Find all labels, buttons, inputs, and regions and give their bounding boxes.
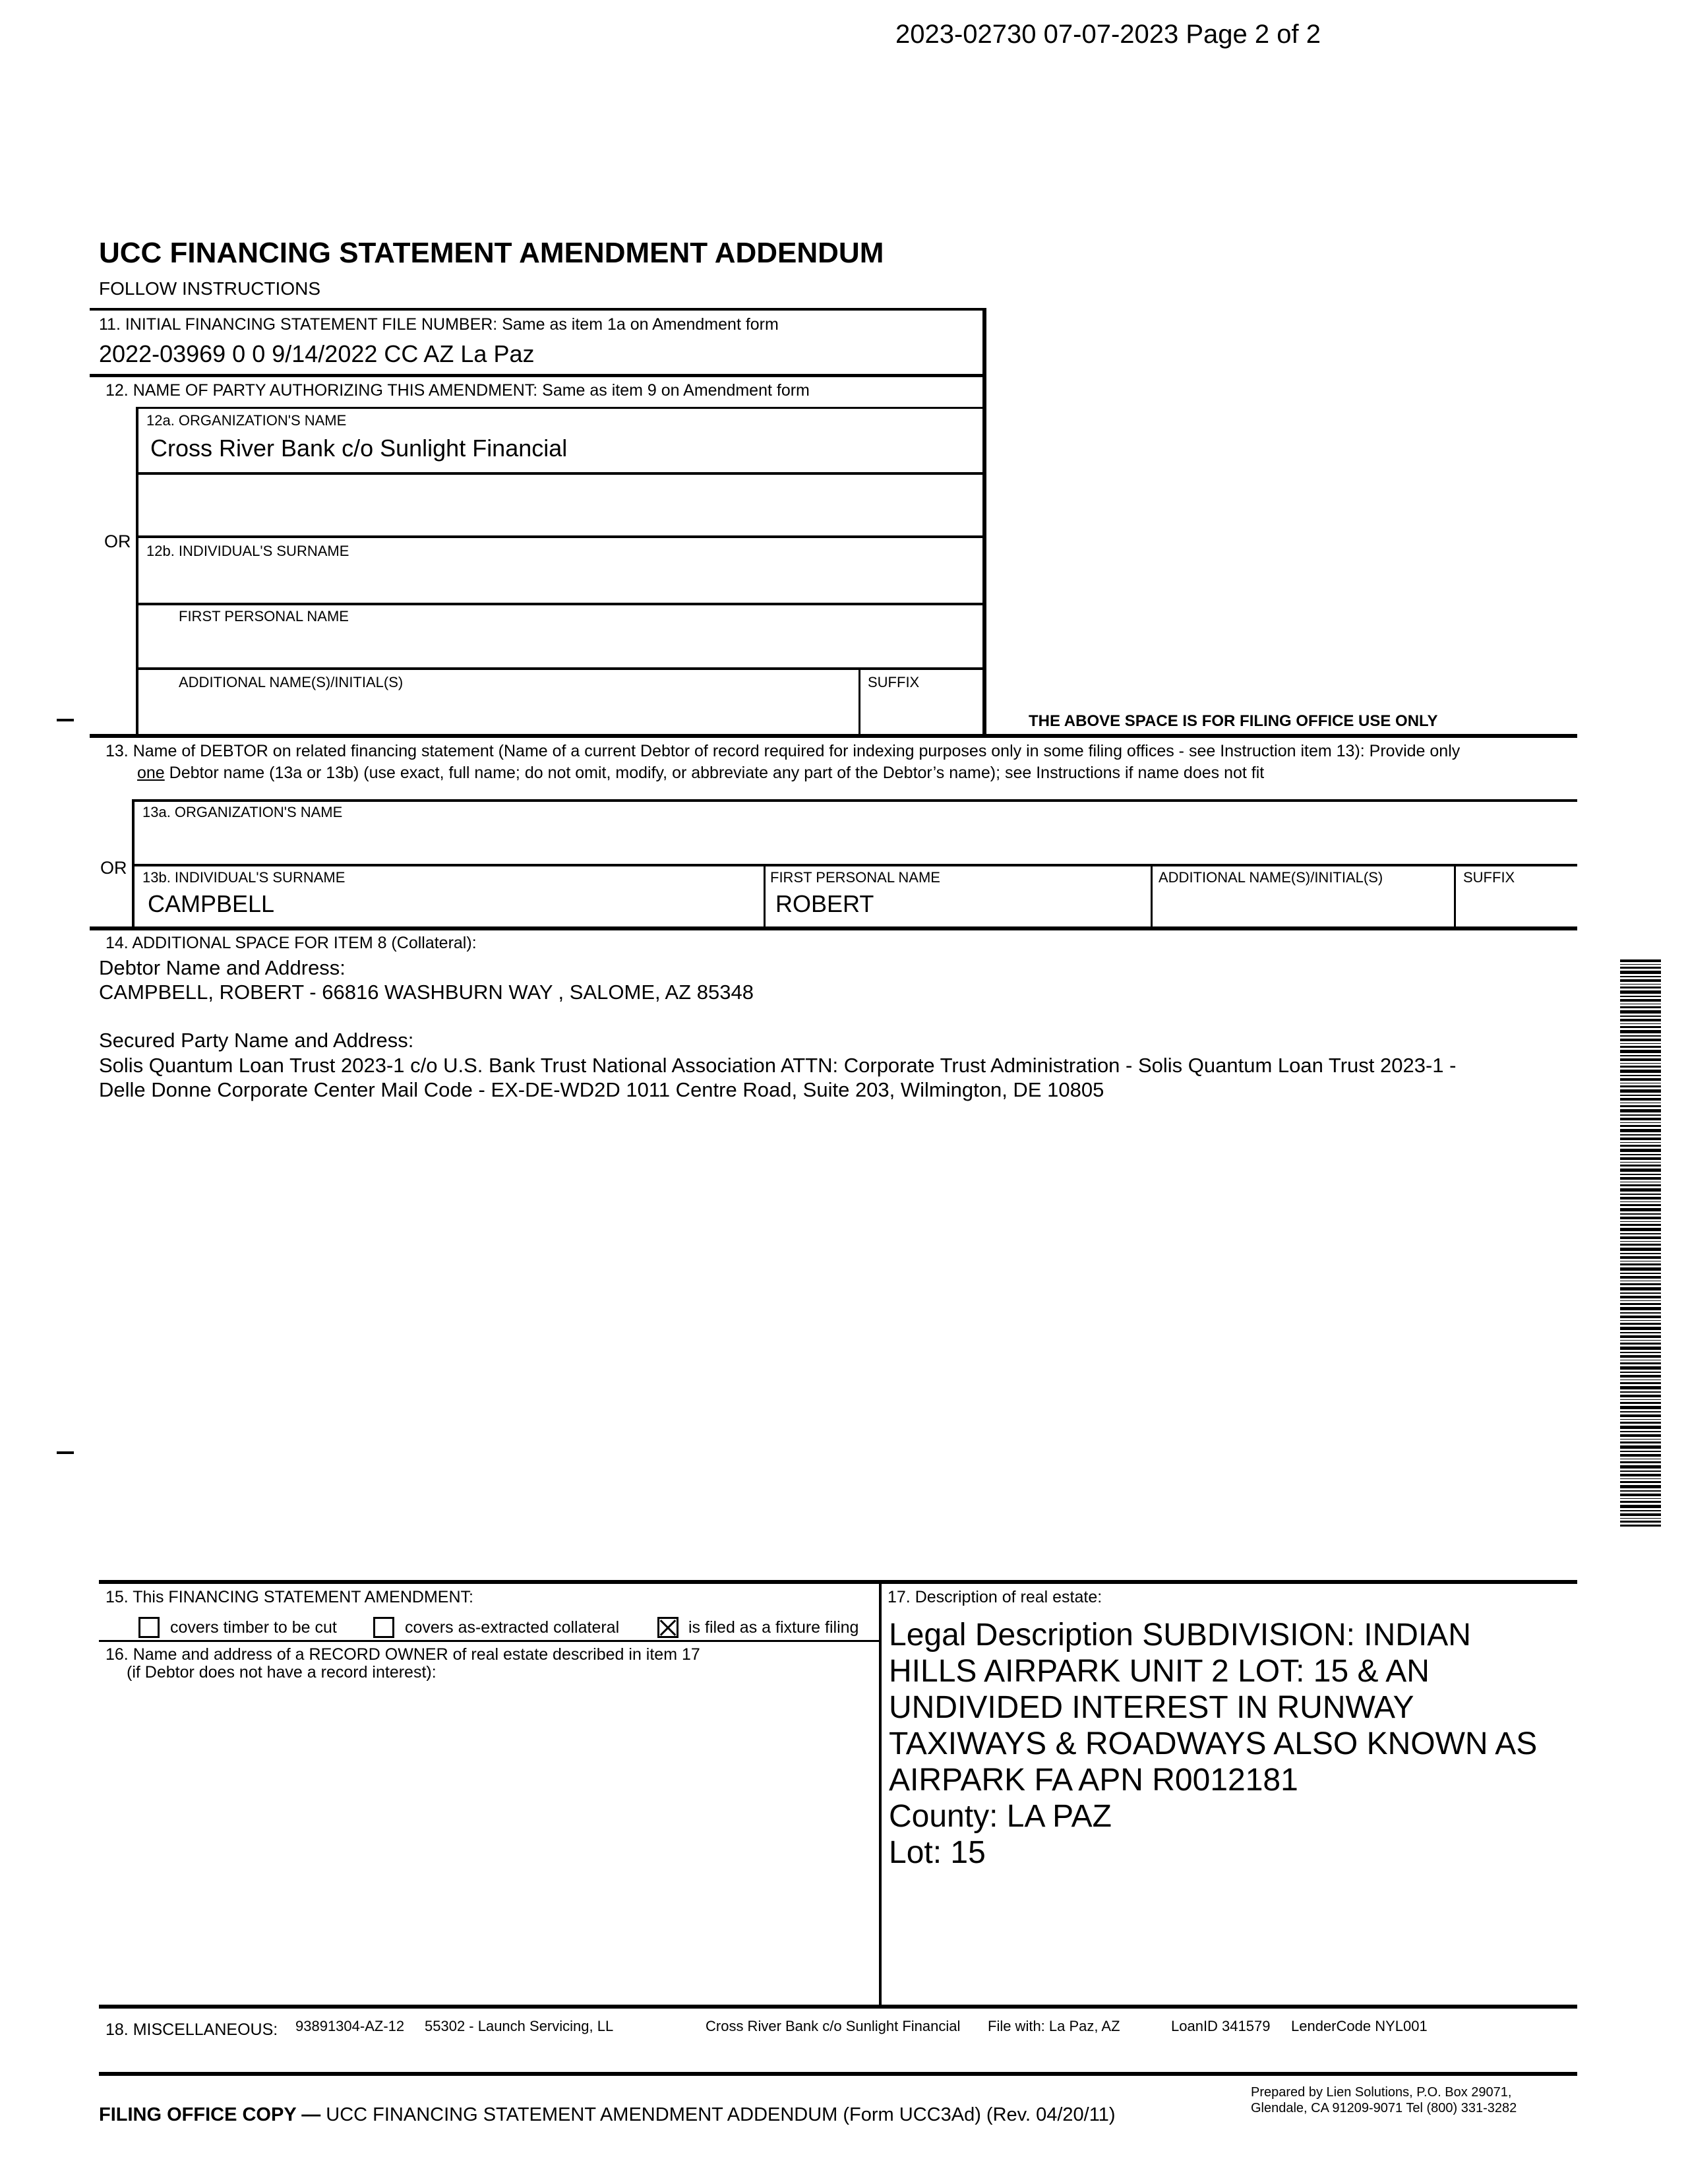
item17-label: 17. Description of real estate: xyxy=(888,1588,1102,1606)
form-title: UCC FINANCING STATEMENT AMENDMENT ADDENDUM xyxy=(99,237,884,269)
debtor-heading: Debtor Name and Address: xyxy=(99,956,346,979)
as-extracted-checkbox[interactable] xyxy=(373,1617,394,1638)
item12b-label: 12b. INDIVIDUAL'S SURNAME xyxy=(146,543,349,559)
secured-line2[interactable]: Delle Donne Corporate Center Mail Code - EX-DE-WD2D 1011 Centre Road, Suite 203, Wilmington, DE 10805 xyxy=(99,1078,1104,1101)
item13-top-line xyxy=(90,734,1577,738)
item12a-label: 12a. ORGANIZATION'S NAME xyxy=(146,412,347,429)
frame-right-line xyxy=(982,308,986,737)
footer-copy-rest: UCC FINANCING STATEMENT AMENDMENT ADDENDUM (Form UCC3Ad) (Rev. 04/20/11) xyxy=(320,2104,1116,2125)
item17-line-1[interactable]: Legal Description SUBDIVISION: INDIAN xyxy=(889,1618,1471,1653)
margin-tick-top xyxy=(57,719,74,721)
item12-first-bottom-line xyxy=(136,667,985,670)
item12-or: OR xyxy=(104,531,131,551)
item16-label-line2: (if Debtor does not have a record interest): xyxy=(127,1663,437,1682)
item13-first-label: FIRST PERSONAL NAME xyxy=(770,869,940,886)
item12-suffix-label: SUFFIX xyxy=(868,674,920,690)
item15-bottom-line xyxy=(99,1640,880,1642)
follow-instructions: FOLLOW INSTRUCTIONS xyxy=(99,278,321,299)
item17-line-5[interactable]: AIRPARK FA APN R0012181 xyxy=(889,1763,1298,1798)
item12-top-line xyxy=(136,407,985,409)
fixture-filing-checkbox-checked[interactable] xyxy=(657,1617,678,1638)
item17-line-6[interactable]: County: LA PAZ xyxy=(889,1799,1112,1834)
footer-form-line xyxy=(99,2106,1116,2125)
debtor-address[interactable]: CAMPBELL, ROBERT - 66816 WASHBURN WAY , SALOME, AZ 85348 xyxy=(99,981,754,1004)
item14-label: 14. ADDITIONAL SPACE FOR ITEM 8 (Collateral): xyxy=(106,934,477,952)
prepared-by-line2: Glendale, CA 91209-9071 Tel (800) 331-3282 xyxy=(1251,2101,1517,2115)
item13-label-line2 xyxy=(137,765,1264,781)
secured-line1[interactable]: Solis Quantum Loan Trust 2023-1 c/o U.S. Bank Trust National Association ATTN: Corporate Trust Administration - Solis Quantum Loan Trust 2023-1 - xyxy=(99,1054,1457,1077)
misc-lender-code[interactable]: LenderCode NYL001 xyxy=(1291,2018,1428,2034)
item11-value[interactable]: 2022-03969 0 0 9/14/2022 CC AZ La Paz xyxy=(99,340,535,367)
barcode-image xyxy=(1620,959,1661,1527)
item17-line-4[interactable]: TAXIWAYS & ROADWAYS ALSO KNOWN AS xyxy=(889,1726,1538,1761)
timber-checkbox[interactable] xyxy=(138,1617,160,1638)
item12-label: 12. NAME OF PARTY AUTHORIZING THIS AMENDMENT: Same as item 9 on Amendment form xyxy=(106,381,810,400)
footer-top-line xyxy=(99,2072,1577,2076)
item13b-surname-value[interactable]: CAMPBELL xyxy=(148,890,275,917)
item13-col-divider-1 xyxy=(764,865,766,930)
footer-copy-bold: FILING OFFICE COPY — xyxy=(99,2104,321,2125)
item11-label: 11. INITIAL FINANCING STATEMENT FILE NUMBER: Same as item 1a on Amendment form xyxy=(99,315,779,334)
header-stamp: 2023-02730 07-07-2023 Page 2 of 2 xyxy=(895,20,1321,49)
item17-line-2[interactable]: HILLS AIRPARK UNIT 2 LOT: 15 & AN xyxy=(889,1654,1430,1689)
item13-col-divider-2 xyxy=(1151,865,1153,930)
filing-office-note: THE ABOVE SPACE IS FOR FILING OFFICE USE ONLY xyxy=(1029,712,1438,730)
prepared-by-line1: Prepared by Lien Solutions, P.O. Box 29071, xyxy=(1251,2085,1512,2100)
item18-top-line xyxy=(99,2005,1577,2009)
secured-heading: Secured Party Name and Address: xyxy=(99,1029,414,1052)
item12a-value[interactable]: Cross River Bank c/o Sunlight Financial xyxy=(150,435,568,462)
item13-label-line1: 13. Name of DEBTOR on related financing statement (Name of a current Debtor of record required for indexing purposes only in some filing offices - see Instruction item 13): Provide only xyxy=(106,742,1461,760)
misc-file-with[interactable]: File with: La Paz, AZ xyxy=(988,2018,1120,2034)
item17-line-3[interactable]: UNDIVIDED INTEREST IN RUNWAY xyxy=(889,1690,1414,1725)
item13-col-divider-3 xyxy=(1454,865,1456,930)
item12-left-line xyxy=(136,407,138,735)
item15-17-divider xyxy=(879,1580,882,2006)
item12a-extra-line xyxy=(136,535,985,538)
margin-tick-bottom xyxy=(57,1451,74,1454)
fixture-filing-label: is filed as a fixture filing xyxy=(688,1618,859,1637)
item12-first-label: FIRST PERSONAL NAME xyxy=(179,608,349,624)
misc-servicer[interactable]: 55302 - Launch Servicing, LL xyxy=(425,2018,614,2034)
item15-label: 15. This FINANCING STATEMENT AMENDMENT: xyxy=(106,1588,473,1606)
item13a-top-line xyxy=(132,799,1577,802)
item13b-surname-label: 13b. INDIVIDUAL'S SURNAME xyxy=(142,869,346,886)
item13-first-value[interactable]: ROBERT xyxy=(775,890,874,917)
item18-label: 18. MISCELLANEOUS: xyxy=(106,2020,278,2039)
frame-top-line xyxy=(90,308,985,311)
misc-lender[interactable]: Cross River Bank c/o Sunlight Financial xyxy=(706,2018,961,2034)
item12-additional-label: ADDITIONAL NAME(S)/INITIAL(S) xyxy=(179,674,404,690)
item12a-bottom-line xyxy=(136,472,985,475)
item17-line-7[interactable]: Lot: 15 xyxy=(889,1835,986,1870)
item13-bottom-line xyxy=(90,926,1577,930)
item13-underlined-one: one xyxy=(137,764,165,782)
item13-additional-label: ADDITIONAL NAME(S)/INITIAL(S) xyxy=(1159,869,1383,886)
item11-bottom-line xyxy=(90,374,985,377)
as-extracted-label: covers as-extracted collateral xyxy=(405,1618,620,1637)
item16-label-line1: 16. Name and address of a RECORD OWNER of real estate described in item 17 xyxy=(106,1645,700,1664)
item15-top-line xyxy=(99,1580,1577,1584)
item12-suffix-divider xyxy=(859,669,860,735)
item13a-bottom-line xyxy=(132,864,1577,866)
timber-label: covers timber to be cut xyxy=(170,1618,337,1637)
item13-suffix-label: SUFFIX xyxy=(1463,869,1515,886)
misc-loan-id[interactable]: LoanID 341579 xyxy=(1171,2018,1271,2034)
item12b-bottom-line xyxy=(136,603,985,605)
item13a-label: 13a. ORGANIZATION'S NAME xyxy=(142,804,343,820)
misc-ref[interactable]: 93891304-AZ-12 xyxy=(295,2018,405,2034)
item13-label-rest: Debtor name (13a or 13b) (use exact, full name; do not omit, modify, or abbreviate any part of the Debtor’s name); see Instructions if name does not fit xyxy=(164,764,1265,782)
item13-or: OR xyxy=(100,858,127,878)
